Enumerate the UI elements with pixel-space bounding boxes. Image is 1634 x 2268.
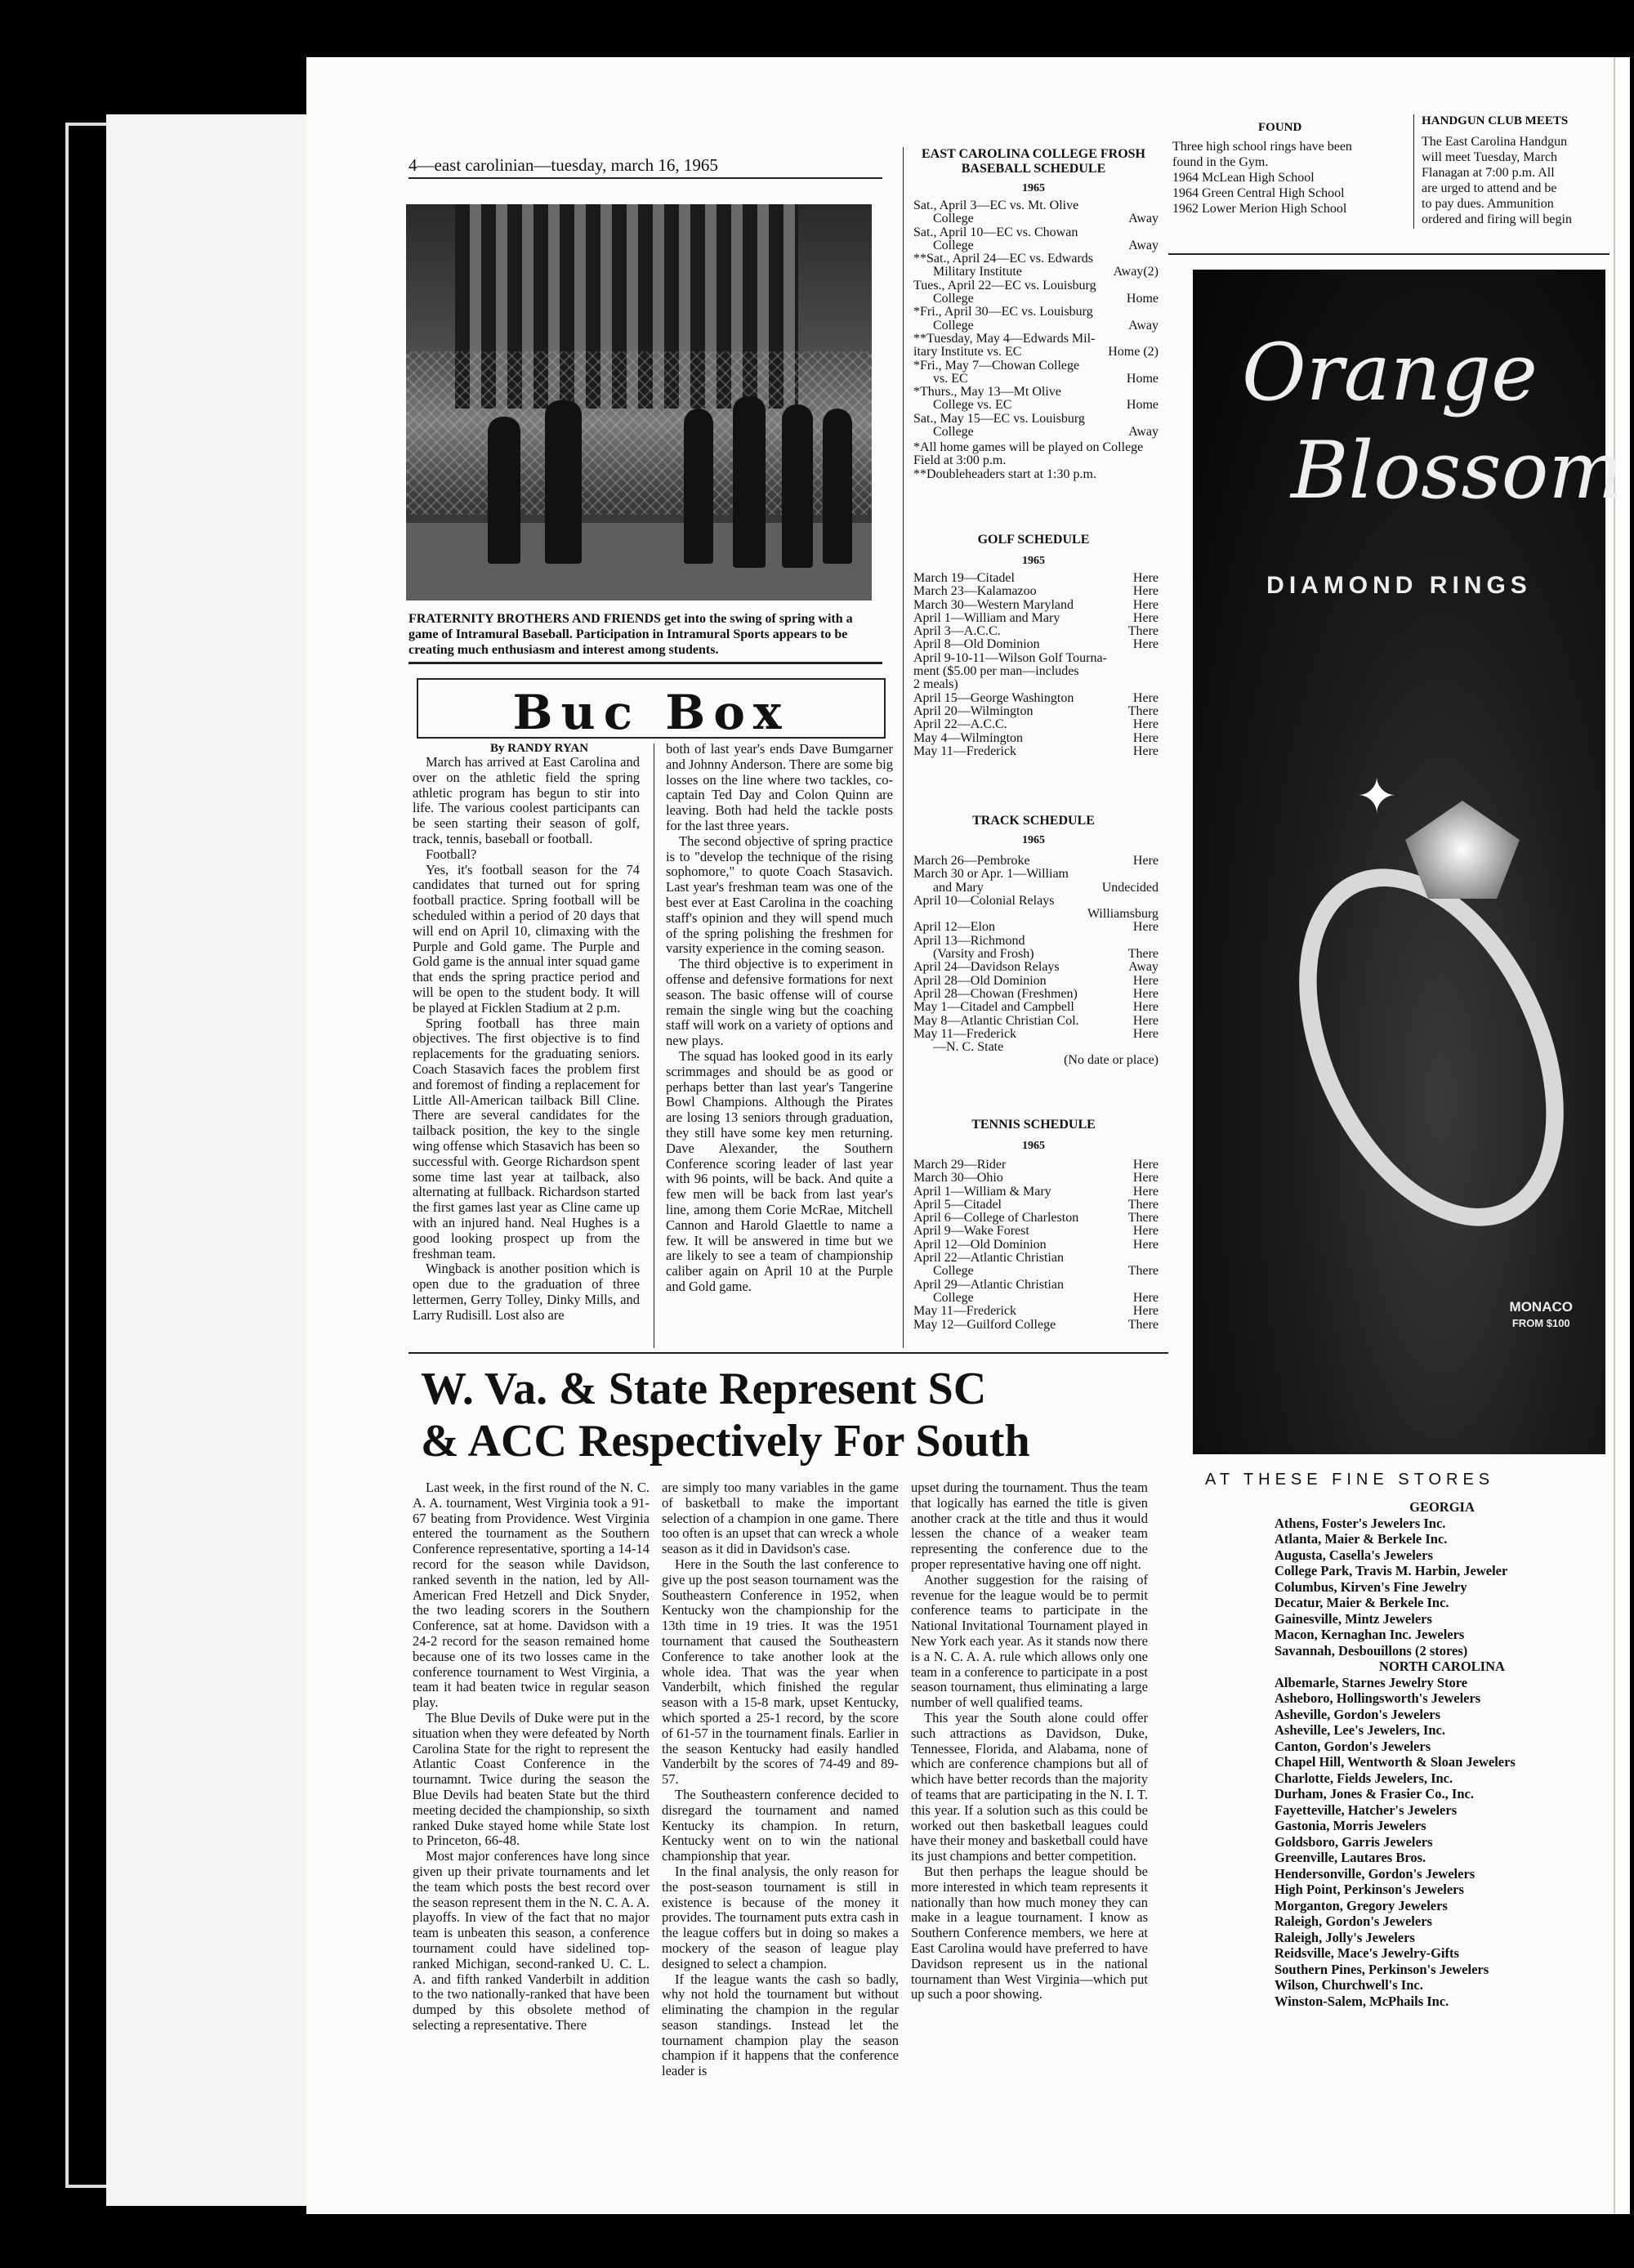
store-entry: Albemarle, Starnes Jewelry Store (1275, 1674, 1468, 1690)
schedule-row (913, 1015, 1159, 1028)
baseball-notes (913, 441, 1159, 481)
schedule-location: Here (1132, 1158, 1159, 1172)
schedule-row (913, 705, 1159, 718)
schedule-location: Home (1126, 292, 1159, 306)
schedule-location: Home (1126, 398, 1159, 413)
schedule-location: Here (1132, 1000, 1159, 1015)
ad-model (1510, 1299, 1573, 1332)
store-entry: Raleigh, Jolly's Jewelers (1275, 1929, 1415, 1945)
paragraph: Here in the South the last conference to give up the post season tournament was the Southeastern Conference in 1952, when Kentucky won the championship for the 13th time in 19 tries. It was the 1951 tournament that caused the Southeastern Conference to take another look at the whole idea. That was the year when Vanderbilt, which finished the regular season with a 15-8 mark, upset Kentucky, which sported a 25-1 record, by the score of 61-57 in the tournament finals. Earlier in the season Kentucky had easily handled Vanderbilt by the scores of 74-49 and 89-57. (662, 1556, 899, 1788)
schedule-row (913, 585, 1159, 598)
schedule-location: Here (1132, 610, 1159, 625)
text-line: to pay dues. Ammunition (1422, 197, 1554, 211)
golf-schedule-title: GOLF SCHEDULE (977, 533, 1090, 547)
schedule-event: —N. C. State (913, 1040, 1004, 1055)
buc-box-column-1 (413, 755, 640, 1323)
schedule-row (913, 882, 1159, 895)
text-line: are urged to attend and be (1422, 181, 1557, 195)
schedule-row (913, 1199, 1159, 1212)
divider-rule (408, 1352, 1168, 1354)
schedule-location: Here (1132, 973, 1159, 988)
schedule-row (913, 1054, 1159, 1067)
schedule-row (913, 1159, 1159, 1172)
schedule-row (913, 745, 1159, 758)
tennis-schedule-year: 1965 (1022, 1140, 1045, 1152)
paragraph: Most major conferences have long since given up their private tournaments and let the team which posts the best record over the season represent them in the N. C. A. A. playoffs. In view of the fact that no major team is unbeaten this season, a conference tournament could have sidelined top-ranked Michigan, second-ranked U. C. L. A. and fifth ranked Vanderbilt in addition to the two nationally-ranked that have been dumped by this obsolete method of selecting a representative. There (413, 1848, 650, 2033)
schedule-event: April 29—Atlantic Christian (913, 1277, 1064, 1292)
byline: By RANDY RYAN (490, 742, 589, 755)
text-line: found in the Gym. (1172, 155, 1269, 169)
store-entry: Augusta, Casella's Jewelers (1275, 1547, 1433, 1563)
schedule-event: Sat., April 3—EC vs. Mt. Olive (913, 199, 1079, 212)
store-entry: Raleigh, Gordon's Jewelers (1275, 1913, 1432, 1929)
store-state-heading: NORTH CAROLINA (1379, 1659, 1505, 1674)
schedule-location: There (1127, 1317, 1159, 1332)
schedule-event: Tues., April 22—EC vs. Louisburg (913, 278, 1096, 292)
schedule-row (913, 212, 1159, 225)
text-line: 1964 Green Central High School (1172, 186, 1345, 200)
schedule-event: April 6—College of Charleston (913, 1211, 1079, 1226)
text-line: Flanagan at 7:00 p.m. All (1422, 166, 1555, 180)
schedule-location: Here (1132, 1304, 1159, 1319)
store-entry: Morganton, Gregory Jewelers (1275, 1897, 1448, 1913)
schedule-event: March 30—Ohio (913, 1171, 1003, 1185)
schedule-location: There (1127, 1211, 1159, 1226)
schedule-row (913, 1305, 1159, 1318)
photo-figure (545, 400, 582, 564)
schedule-event: April 12—Old Dominion (913, 1237, 1047, 1252)
schedule-location: Away (1128, 318, 1159, 333)
baseball-schedule-title: EAST CAROLINA COLLEGE FROSH BASEBALL SCHEDULE (922, 147, 1145, 176)
schedule-row (913, 1225, 1159, 1238)
paragraph: The squad has looked good in its early scrimmages and should be as good or perhaps better than last year's Tangerine Bowl Champions. Although the Pirates are losing 13 seniors through graduation, they still have some key men returning. Dave Alexander, the Southern Conference scoring leader of last year with 96 points, will be back. And quite a few men will be back from last year's line, among them Corie McRae, Mitchell Cannon and Harold Glaettle to name a few. It will be answered in time but we are likely to see a team of championship caliber again on April 10 at the Purple and Gold game. (666, 1047, 893, 1294)
schedule-row (913, 333, 1159, 346)
schedule-row (913, 346, 1159, 359)
store-entry: Goldsboro, Garris Jewelers (1275, 1833, 1433, 1850)
schedule-event: **Sat., April 24—EC vs. Edwards (913, 252, 1093, 266)
paragraph: Another suggestion for the raising of revenue for the league would be to permit conference teams to participate in the National Invitational Tournament played in New York each year. As it stands now there is a N. C. A. A. rule which allows only one team in a conference to participate in a post season tournament, thus eliminating a large number of well qualified teams. (911, 1571, 1148, 1711)
schedule-event: College (913, 318, 974, 333)
schedule-row (913, 895, 1159, 908)
schedule-row (913, 413, 1159, 426)
schedule-row (913, 975, 1159, 988)
schedule-location: Here (1132, 637, 1159, 652)
text-line: will meet Tuesday, March (1422, 150, 1558, 164)
orange-blossom-ad (1193, 270, 1623, 1454)
schedule-location: Away (1128, 425, 1159, 440)
schedule-event: April 20—Wilmington (913, 703, 1034, 718)
ad-subtitle: DIAMOND RINGS (1266, 572, 1532, 599)
schedule-row (913, 252, 1159, 266)
schedule-location: There (1127, 947, 1159, 962)
paragraph: The second objective of spring practice is to "develop the technique of the rising sophomore," to quote Coach Stasavich. Last year's freshman team was one of the best ever at East Carolina in the coaching staff's opinion and they will spend much of the spring polishing the freshmen for varsity experience in the coming season. (666, 833, 893, 957)
store-entry: Asheboro, Hollingsworth's Jewelers (1275, 1690, 1481, 1706)
found-notice-title: FOUND (1258, 121, 1302, 134)
store-entry: Durham, Jones & Frasier Co., Inc. (1275, 1786, 1474, 1801)
article-column-3 (911, 1480, 1148, 2002)
schedule-event: April 22—Atlantic Christian (913, 1251, 1064, 1266)
store-entry: High Point, Perkinson's Jewelers (1275, 1882, 1464, 1897)
paragraph: If the league wants the cash so badly, why not hold the tournament but without eliminating the champion in the regular season standings. Instead let the tournament champion play the season champion if it happens that the conference leader is (662, 1971, 899, 2079)
diamond-icon (1405, 801, 1520, 899)
schedule-row (913, 226, 1159, 239)
schedule-event: College (913, 1290, 974, 1305)
schedule-row (913, 961, 1159, 974)
schedule-row (913, 319, 1159, 333)
paragraph: Wingback is another position which is open due to the graduation of three lettermen, Gerry Tolley, Dinky Mills, and Larry Rudisill. Lost also are (413, 1261, 640, 1323)
article-headline (421, 1363, 1083, 1467)
article-column-1 (413, 1480, 650, 2034)
store-entry: Wilson, Churchwell's Inc. (1275, 1977, 1423, 1993)
schedule-row (913, 1279, 1159, 1292)
paragraph: upset during the tournament. Thus the team that logically has earned the title is given another crack at the title and thus it would lessen the chance of a weaker team representing the conference due to the proper representative having one off night. (911, 1480, 1148, 1572)
schedule-row (913, 718, 1159, 731)
schedule-row (913, 908, 1159, 921)
found-notice (1172, 139, 1409, 217)
golf-schedule-year: 1965 (1022, 555, 1045, 567)
schedule-event (913, 908, 1087, 921)
text-line: 1962 Lower Merion High School (1172, 202, 1347, 216)
paragraph: The Southeastern conference decided to disregard the tournament and named Kentucky its champion. In return, Kentucky went on to win the national championship that year. (662, 1786, 899, 1864)
schedule-row (913, 1172, 1159, 1185)
store-entry: Charlotte, Fields Jewelers, Inc. (1275, 1770, 1453, 1786)
schedule-row (913, 625, 1159, 638)
photo-caption: FRATERNITY BROTHERS AND FRIENDS get into the swing of spring with a game of Intramural Baseball. Participation in Intramural Sports appears to be creating much enthusiasm and interest among students. (408, 612, 853, 657)
schedule-row (913, 948, 1159, 961)
text-line: ordered and firing will begin (1422, 212, 1572, 226)
paragraph: are simply too many variables in the game of basketball to make the important selection of a champion in one game. There too often is an upset that can wreck a whole season as it did in Davidson's case. (662, 1480, 899, 1557)
schedule-event: College (913, 425, 974, 440)
schedule-event: April 24—Davidson Relays (913, 960, 1060, 975)
schedule-row (913, 292, 1159, 306)
headline-line-2: & ACC Respectively For South (421, 1416, 1030, 1467)
schedule-row (913, 665, 1159, 678)
schedule-location: There (1127, 1264, 1159, 1279)
schedule-event: **Tuesday, May 4—Edwards Mil- (913, 331, 1096, 346)
schedule-event: College (913, 1264, 974, 1279)
schedule-event (913, 1054, 1064, 1067)
schedule-row (913, 855, 1159, 868)
schedule-row (913, 1185, 1159, 1199)
track-schedule (913, 855, 1159, 1068)
schedule-event: March 23—Kalamazoo (913, 584, 1037, 599)
schedule-event: 2 meals) (913, 677, 958, 692)
schedule-event: ment ($5.00 per man—includes (913, 664, 1079, 679)
schedule-row (913, 1319, 1159, 1332)
schedule-event: College (913, 292, 974, 306)
schedule-row (913, 638, 1159, 651)
store-list (1275, 1499, 1609, 2009)
schedule-row (913, 599, 1159, 612)
store-entry: Southern Pines, Perkinson's Jewelers (1275, 1961, 1489, 1977)
schedule-row (913, 935, 1159, 948)
store-entry: Asheville, Gordon's Jewelers (1275, 1706, 1441, 1722)
store-state-heading: GEORGIA (1409, 1499, 1475, 1515)
schedule-event: April 28—Old Dominion (913, 973, 1047, 988)
store-entry: Savannah, Desbouillons (2 stores) (1275, 1642, 1468, 1659)
tennis-schedule-title: TENNIS SCHEDULE (971, 1118, 1096, 1132)
binder-spine (65, 123, 109, 2188)
schedule-event: April 10—Colonial Relays (913, 893, 1055, 908)
schedule-event: Military Institute (913, 265, 1022, 279)
paragraph: The Blue Devils of Duke were put in the situation when they were defeated by North Carolina State for the right to represent the Atlantic Coast Conference in the tournamnt. Twice during the season the Blue Devils had beaten State but the third meeting decided the championship, so sixth ranked Duke stayed home while State lost to Princeton, 66-48. (413, 1709, 650, 1849)
schedule-event: April 8—Old Dominion (913, 637, 1040, 652)
schedule-location: Away (1128, 960, 1159, 975)
photo-figure (684, 409, 713, 564)
text-line: Three high school rings have been (1172, 140, 1352, 154)
store-entry: Fayetteville, Hatcher's Jewelers (1275, 1801, 1458, 1818)
paragraph: Spring football has three main objectives. The first objective is to find replacements for the graduating seniors. Coach Stasavich faces the problem first and foremost of finding a replacement for Little All-American tailback Bill Cline. There are several candidates for the tailback position, the key to the single wing offense which Stasavich has been so successful with. George Richardson spent some time last year at tailback, also alternating at fullback. Richardson started the first games last year as Cline came up with an injured hand. Neal Hughes is a good looking prospect up from the freshman team. (413, 1015, 640, 1261)
schedule-row (913, 692, 1159, 705)
schedule-location: Here (1132, 690, 1159, 705)
store-entry: Columbus, Kirven's Fine Jewelry (1275, 1578, 1467, 1595)
schedule-event: April 12—Elon (913, 920, 995, 935)
store-entry: Athens, Foster's Jewelers Inc. (1275, 1515, 1446, 1531)
schedule-event: April 1—William & Mary (913, 1184, 1051, 1199)
store-entry: Greenville, Lautares Bros. (1275, 1850, 1426, 1865)
schedule-event: April 28—Chowan (Freshmen) (913, 986, 1078, 1001)
schedule-row (913, 612, 1159, 625)
schedule-event: April 5—Citadel (913, 1197, 1002, 1212)
schedule-row (913, 1041, 1159, 1054)
schedule-location: Here (1132, 1237, 1159, 1252)
buc-box-column-2 (666, 742, 893, 1295)
schedule-location: Here (1132, 1224, 1159, 1239)
schedule-row (913, 399, 1159, 412)
store-entry: College Park, Travis M. Harbin, Jeweler (1275, 1563, 1508, 1578)
store-entry: Chapel Hill, Wentworth & Sloan Jewelers (1275, 1754, 1516, 1770)
store-entry: Winston-Salem, McPhails Inc. (1275, 1993, 1449, 2009)
schedule-row (913, 868, 1159, 881)
schedule-event: March 29—Rider (913, 1158, 1007, 1172)
schedule-row (913, 1028, 1159, 1041)
store-entry: Gastonia, Morris Jewelers (1275, 1818, 1426, 1833)
schedule-event: May 11—Frederick (913, 743, 1017, 758)
schedule-event: May 8—Atlantic Christian Col. (913, 1013, 1079, 1028)
schedule-location: Away (1128, 212, 1159, 226)
schedule-row (913, 266, 1159, 279)
schedule-event: May 1—Citadel and Campbell (913, 1000, 1074, 1015)
schedule-row (913, 678, 1159, 691)
paragraph: both of last year's ends Dave Bumgarner and Johnny Anderson. There are some big losses on the line where two tackles, co-captain Ted Day and Colon Quinn are leaving. Both had held the tackle posts for the last three years. (666, 741, 893, 833)
schedule-event: May 12—Guilford College (913, 1317, 1056, 1332)
page-edge (1614, 57, 1627, 2214)
schedule-event: March 26—Pembroke (913, 854, 1030, 868)
track-schedule-title: TRACK SCHEDULE (972, 814, 1095, 828)
schedule-event: April 1—William and Mary (913, 610, 1060, 625)
schedule-event: April 3—A.C.C. (913, 624, 1001, 639)
folio-line: 4—east carolinian—tuesday, march 16, 1965 (408, 155, 882, 179)
store-entry: Gainesville, Mintz Jewelers (1275, 1610, 1432, 1627)
paragraph: March has arrived at East Carolina and over on the athletic field the spring athletic program has begun to stir into life. The various coolest participants can be seen starting their season of golf, track, tennis, baseball or football. (413, 754, 640, 846)
schedule-row (913, 359, 1159, 373)
schedule-row (913, 1265, 1159, 1278)
intramural-baseball-photo (406, 204, 872, 600)
schedule-location: Here (1132, 986, 1159, 1001)
handgun-club-title: HANDGUN CLUB MEETS (1422, 114, 1569, 127)
schedule-event: College vs. EC (913, 398, 1012, 413)
paragraph: This year the South alone could offer such attractions as Davidson, Duke, Tennessee, Florida, and Alabama, none of which are conference champions but all of which have better records than the majority of teams that are participating in the N. I. T. this year. If a solution such as this could be worked out then basketball leagues could have their money and basketball could have its just champions and better competition. (911, 1709, 1148, 1864)
schedule-event: May 11—Frederick (913, 1026, 1017, 1041)
paragraph: The third objective is to experiment in offense and defensive formations for next season. The basic offense will of course remain the single wing but the coaching staff will work on a variety of options and new plays. (666, 956, 893, 1049)
schedule-event: April 9—Wake Forest (913, 1224, 1029, 1239)
schedule-row (913, 239, 1159, 252)
photo-figure (823, 409, 852, 564)
column-rule (903, 147, 904, 1348)
schedule-row (913, 199, 1159, 212)
photo-figure (488, 417, 520, 564)
schedule-row (913, 426, 1159, 439)
paragraph: Last week, in the first round of the N. C. A. A. tournament, West Virginia took a 91-67 beating from Providence. West Virginia entered the tournament as the Southern Conference representative, sporting a 14-14 record for the season while Davidson, ranked seventh in the nation, led by All-American Fred Hetzell and Dick Snyder, the two leading scorers in the Southern Conference, sat at home. Davidson with a 24-2 record for the season remained home because one of its two losses came in the conference tournament to West Virginia, a team it had beaten twice in regular season play. (413, 1480, 650, 1711)
schedule-event: *Fri., April 30—EC vs. Louisburg (913, 305, 1093, 319)
store-entry: Asheville, Lee's Jewelers, Inc. (1275, 1722, 1445, 1738)
schedule-event: and Mary (913, 880, 984, 895)
paragraph: In the final analysis, the only reason for the post-season tournament is still in existence is because of the money it provides. The tournament puts extra cash in the league coffers but in doing so makes a mockery of the season of league play designed to select a champion. (662, 1863, 899, 1971)
buc-box-banner (417, 678, 886, 739)
schedule-location: Here (1132, 730, 1159, 745)
schedule-location: Here (1132, 1013, 1159, 1028)
schedule-row (913, 732, 1159, 745)
track-schedule-year: 1965 (1022, 834, 1045, 846)
schedule-location: Here (1132, 854, 1159, 868)
schedule-location: (No date or place) (1064, 1053, 1159, 1068)
text-line: *All home games will be played on College Field at 3:00 p.m. (913, 440, 1144, 468)
schedule-event: May 11—Frederick (913, 1304, 1017, 1319)
paragraph: But then perhaps the league should be more interested in which team represents it nationally than how much money they can make in a league tournament. I know as Southern Conference members, we here at East Carolina would have preferred to have Davidson represent us in the national tournament than West Virginia—which put up such a poor showing. (911, 1863, 1148, 2002)
schedule-location: Here (1132, 920, 1159, 935)
schedule-row (913, 1252, 1159, 1265)
schedule-location: Here (1132, 1171, 1159, 1185)
schedule-location: Undecided (1101, 880, 1159, 895)
store-entry: Reidsville, Mace's Jewelry-Gifts (1275, 1945, 1459, 1961)
store-entry: Macon, Kernaghan Inc. Jewelers (1275, 1627, 1465, 1642)
schedule-event: Sat., May 15—EC vs. Louisburg (913, 411, 1085, 426)
schedule-row (913, 1212, 1159, 1225)
handgun-club-notice (1422, 134, 1618, 227)
tennis-schedule (913, 1159, 1159, 1332)
sparkle-icon: ✦ (1356, 770, 1398, 824)
schedule-row (913, 386, 1159, 399)
schedule-event: April 15—George Washington (913, 690, 1074, 705)
schedule-location: Here (1132, 1026, 1159, 1041)
schedule-location: Here (1132, 571, 1159, 585)
schedule-row (913, 1001, 1159, 1014)
buc-box-title: Buc Box (512, 685, 790, 740)
schedule-location: Home (2) (1108, 345, 1159, 359)
schedule-event: College (913, 238, 974, 252)
headline-line-1: W. Va. & State Represent SC (421, 1364, 987, 1414)
schedule-event: April 9-10-11—Wilson Golf Tourna- (913, 650, 1107, 665)
schedule-location: Here (1132, 597, 1159, 612)
schedule-event: vs. EC (913, 371, 968, 386)
schedule-event: *Thurs., May 13—Mt Olive (913, 385, 1061, 400)
ad-script-orange: Orange (1242, 327, 1538, 418)
schedule-location: Here (1132, 1290, 1159, 1305)
schedule-event: College (913, 212, 974, 226)
stores-header: AT THESE FINE STORES (1205, 1471, 1495, 1489)
schedule-event: *Fri., May 7—Chowan College (913, 358, 1080, 373)
schedule-location: Away (1128, 238, 1159, 252)
ad-script-blossom: Blossom (1291, 425, 1623, 516)
schedule-row (913, 988, 1159, 1001)
schedule-row (913, 921, 1159, 934)
store-entry: Atlanta, Maier & Berkele Inc. (1275, 1531, 1448, 1547)
schedule-location: Here (1132, 1184, 1159, 1199)
schedule-location: Williamsburg (1087, 907, 1159, 922)
text-line: **Doubleheaders start at 1:30 p.m. (913, 467, 1096, 481)
store-entry: Hendersonville, Gordon's Jewelers (1275, 1865, 1476, 1882)
ad-model-name: MONACO (1509, 1299, 1573, 1315)
article-column-2 (662, 1480, 899, 2079)
baseball-schedule-year: 1965 (1022, 182, 1045, 194)
schedule-row (913, 373, 1159, 386)
divider-rule (1168, 253, 1609, 255)
store-entry: Decatur, Maier & Berkele Inc. (1275, 1595, 1449, 1610)
divider-rule (408, 662, 882, 664)
schedule-event: May 4—Wilmington (913, 730, 1024, 745)
schedule-event: April 22—A.C.C. (913, 717, 1007, 732)
schedule-location: There (1127, 703, 1159, 718)
schedule-location: Here (1132, 584, 1159, 599)
schedule-row (913, 1239, 1159, 1252)
schedule-row (913, 572, 1159, 585)
schedule-event: (Varsity and Frosh) (913, 947, 1034, 962)
schedule-row (913, 1292, 1159, 1305)
ad-model-price: FROM $100 (1511, 1317, 1570, 1329)
schedule-event: Sat., April 10—EC vs. Chowan (913, 225, 1078, 239)
schedule-event: itary Institute vs. EC (913, 345, 1022, 359)
schedule-location: There (1127, 1197, 1159, 1212)
schedule-row (913, 306, 1159, 319)
schedule-location: There (1127, 624, 1159, 639)
binding-strip (106, 114, 310, 2206)
paragraph: Yes, it's football season for the 74 candidates that turned out for spring football practice. Spring football will be scheduled within a period of 20 days that will end on April 10, climaxing with the Purple and Gold game. The Purple and Gold game is the annual inter squad game that ends the spring practice period and will be open to the student body. It will be played at Ficklen Stadium at 2 p.m. (413, 861, 640, 1016)
store-entry: Canton, Gordon's Jewelers (1275, 1738, 1431, 1754)
schedule-row (913, 652, 1159, 665)
schedule-event: March 30 or Apr. 1—William (913, 867, 1069, 882)
schedule-event: March 19—Citadel (913, 571, 1015, 585)
schedule-row (913, 279, 1159, 292)
column-rule (1413, 114, 1414, 229)
schedule-location: Home (1126, 371, 1159, 386)
text-line: The East Carolina Handgun (1422, 135, 1568, 149)
golf-schedule (913, 572, 1159, 758)
text-line: 1964 McLean High School (1172, 171, 1315, 185)
schedule-event: April 13—Richmond (913, 933, 1025, 948)
paragraph: Football? (426, 846, 477, 862)
schedule-location: Here (1132, 717, 1159, 732)
photo-figure (782, 404, 813, 568)
baseball-schedule (913, 199, 1159, 439)
schedule-event: March 30—Western Maryland (913, 597, 1074, 612)
schedule-location: Here (1132, 743, 1159, 758)
photo-figure (733, 396, 766, 568)
schedule-location: Away(2) (1113, 265, 1159, 279)
